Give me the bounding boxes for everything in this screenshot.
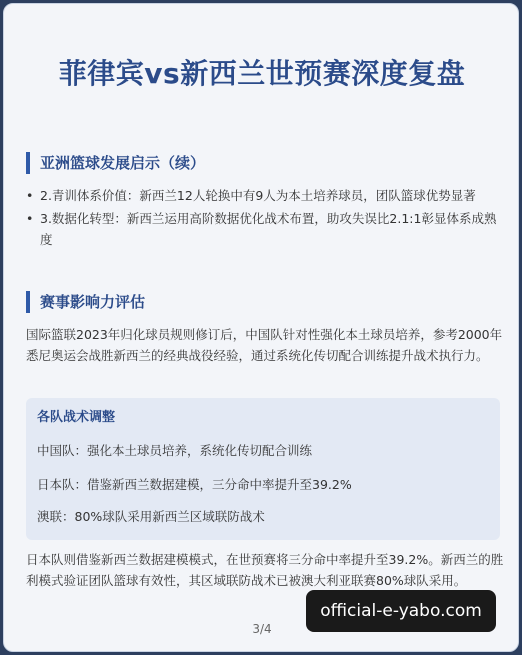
page-title: 菲律宾vs新西兰世预赛深度复盘 (58, 57, 466, 90)
panel-row-australia: 澳联：80%球队采用新西兰区域联防战术 (37, 509, 265, 524)
panel-title: 各队战术调整 (37, 410, 116, 425)
panel-row-china: 中国队：强化本土球员培养，系统化传切配合训练 (37, 443, 313, 458)
insight-list (26, 185, 504, 252)
section-heading-asia-basketball: 亚洲篮球发展启示（续） (26, 152, 205, 174)
section-heading-impact: 赛事影响力评估 (26, 291, 145, 313)
panel-row-japan: 日本队：借鉴新西兰数据建模，三分命中率提升至39.2% (37, 477, 352, 492)
intro-paragraph: 国际篮联2023年归化球员规则修订后，中国队针对性强化本土球员培养，参考2000年悉尼奥运会战胜新西兰的经典战役经验，通过系统化传切配合训练提升战术执行力。 (26, 327, 503, 363)
page-indicator: 3/4 (252, 622, 272, 636)
article-card (3, 3, 519, 652)
outro-paragraph: 日本队则借鉴新西兰数据建模模式，在世预赛将三分命中率提升至39.2%。新西兰的胜利模式验证团队篮球有效性，其区域联防战术已被澳大利亚联赛80%球队采用。 (26, 552, 504, 588)
watermark-label: official-e-yabo.com (306, 590, 496, 632)
list-item: • 3.数据化转型：新西兰运用高阶数据优化战术布置，助攻失误比2.1:1彰显体系成熟度 (26, 208, 504, 250)
tactics-panel (26, 398, 500, 540)
list-item: • 2.青训体系价值：新西兰12人轮换中有9人为本土培养球员，团队篮球优势显著 (26, 185, 504, 206)
